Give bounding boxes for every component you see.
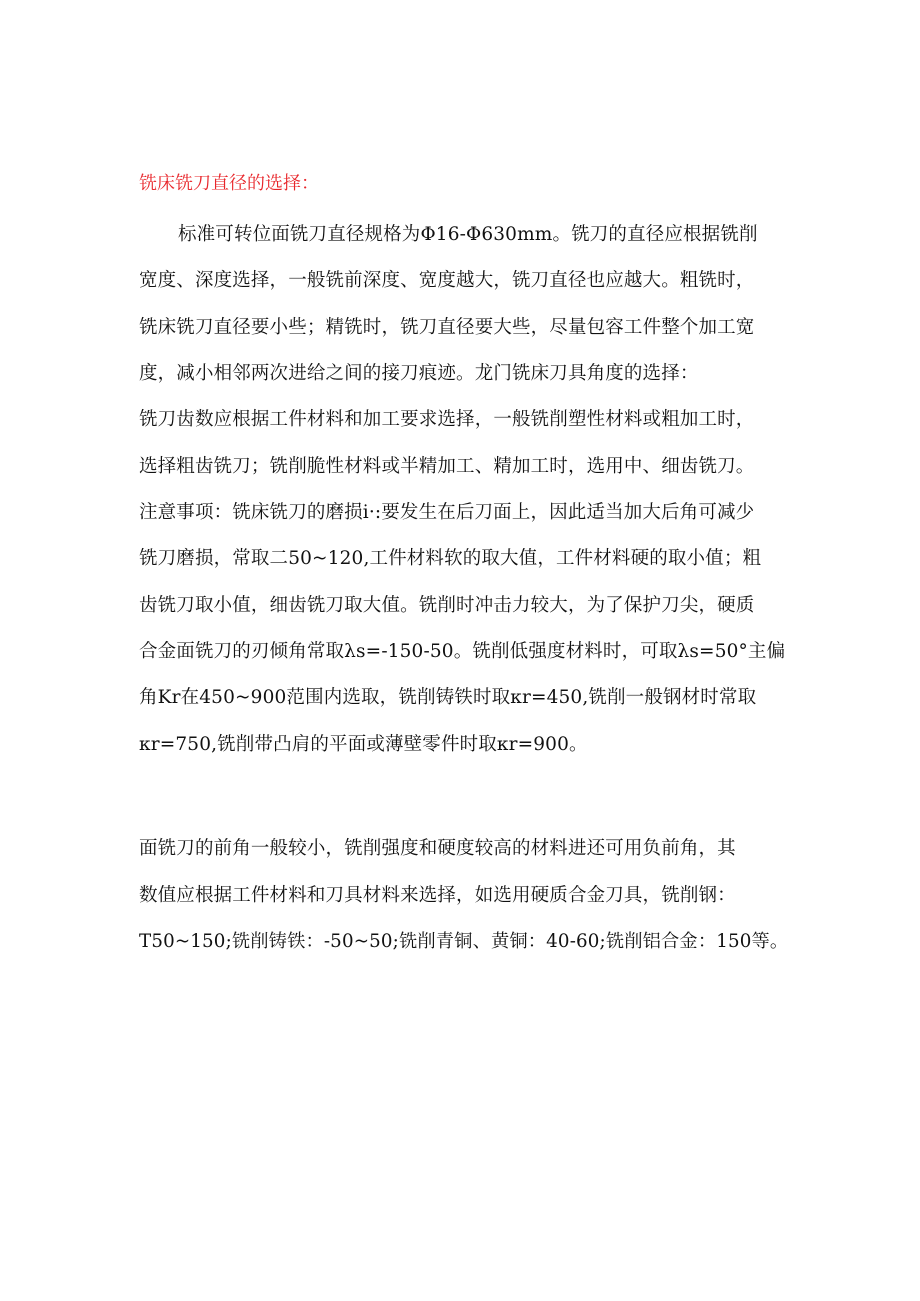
paragraph-line: 面铣刀的前角一般较小，铣削强度和硬度较高的材料进还可用负前角，其 [139, 838, 736, 859]
paragraph-line: 标准可转位面铣刀直径规格为Φ16-Φ630mm。铣刀的直径应根据铣削 [178, 224, 758, 245]
paragraph-line: 角Kr在450~900范围内选取，铣削铸铁时取κr=450,铣削一般钢材时常取 [139, 687, 757, 708]
paragraph-line: 铣刀齿数应根据工件材料和加工要求选择，一般铣削塑性材料或粗加工时， [139, 409, 755, 430]
paragraph-line: 度，减小相邻两次进给之间的接刀痕迹。龙门铣床刀具角度的选择： [139, 363, 699, 384]
paragraph-line: 注意事项：铣床铣刀的磨损i·:要发生在后刀面上，因此适当加大后角可减少 [139, 502, 755, 523]
paragraph-line: 铣床铣刀直径要小些；精铣时，铣刀直径要大些，尽量包容工件整个加工宽 [139, 317, 755, 338]
paragraph-line: κr=750,铣削带凸肩的平面或薄壁零件时取κr=900。 [139, 734, 588, 755]
paragraph-line: 宽度、深度选择，一般铣前深度、宽度越大，铣刀直径也应越大。粗铣时， [139, 270, 755, 291]
section-heading: 铣床铣刀直径的选择： [139, 173, 319, 194]
paragraph-line: 合金面铣刀的刃倾角常取λs=-150-50。铣削低强度材料时，可取λs=50°主偏 [139, 641, 786, 662]
paragraph-line: 数值应根据工件材料和刀具材料来选择，如选用硬质合金刀具，铣削钢： [139, 885, 736, 906]
paragraph-line: T50~150;铣削铸铁：-50~50;铣削青铜、黄铜：40-60;铣削铝合金：150等。 [139, 931, 789, 952]
paragraph-line: 齿铣刀取小值，细齿铣刀取大值。铣削时冲击力较大，为了保护刀尖，硬质 [139, 595, 755, 616]
paragraph-line: 选择粗齿铣刀；铣削脆性材料或半精加工、精加工时，选用中、细齿铣刀。 [139, 456, 755, 477]
paragraph-line: 铣刀磨损，常取二50~120,工件材料软的取大值，工件材料硬的取小值；粗 [139, 548, 762, 569]
